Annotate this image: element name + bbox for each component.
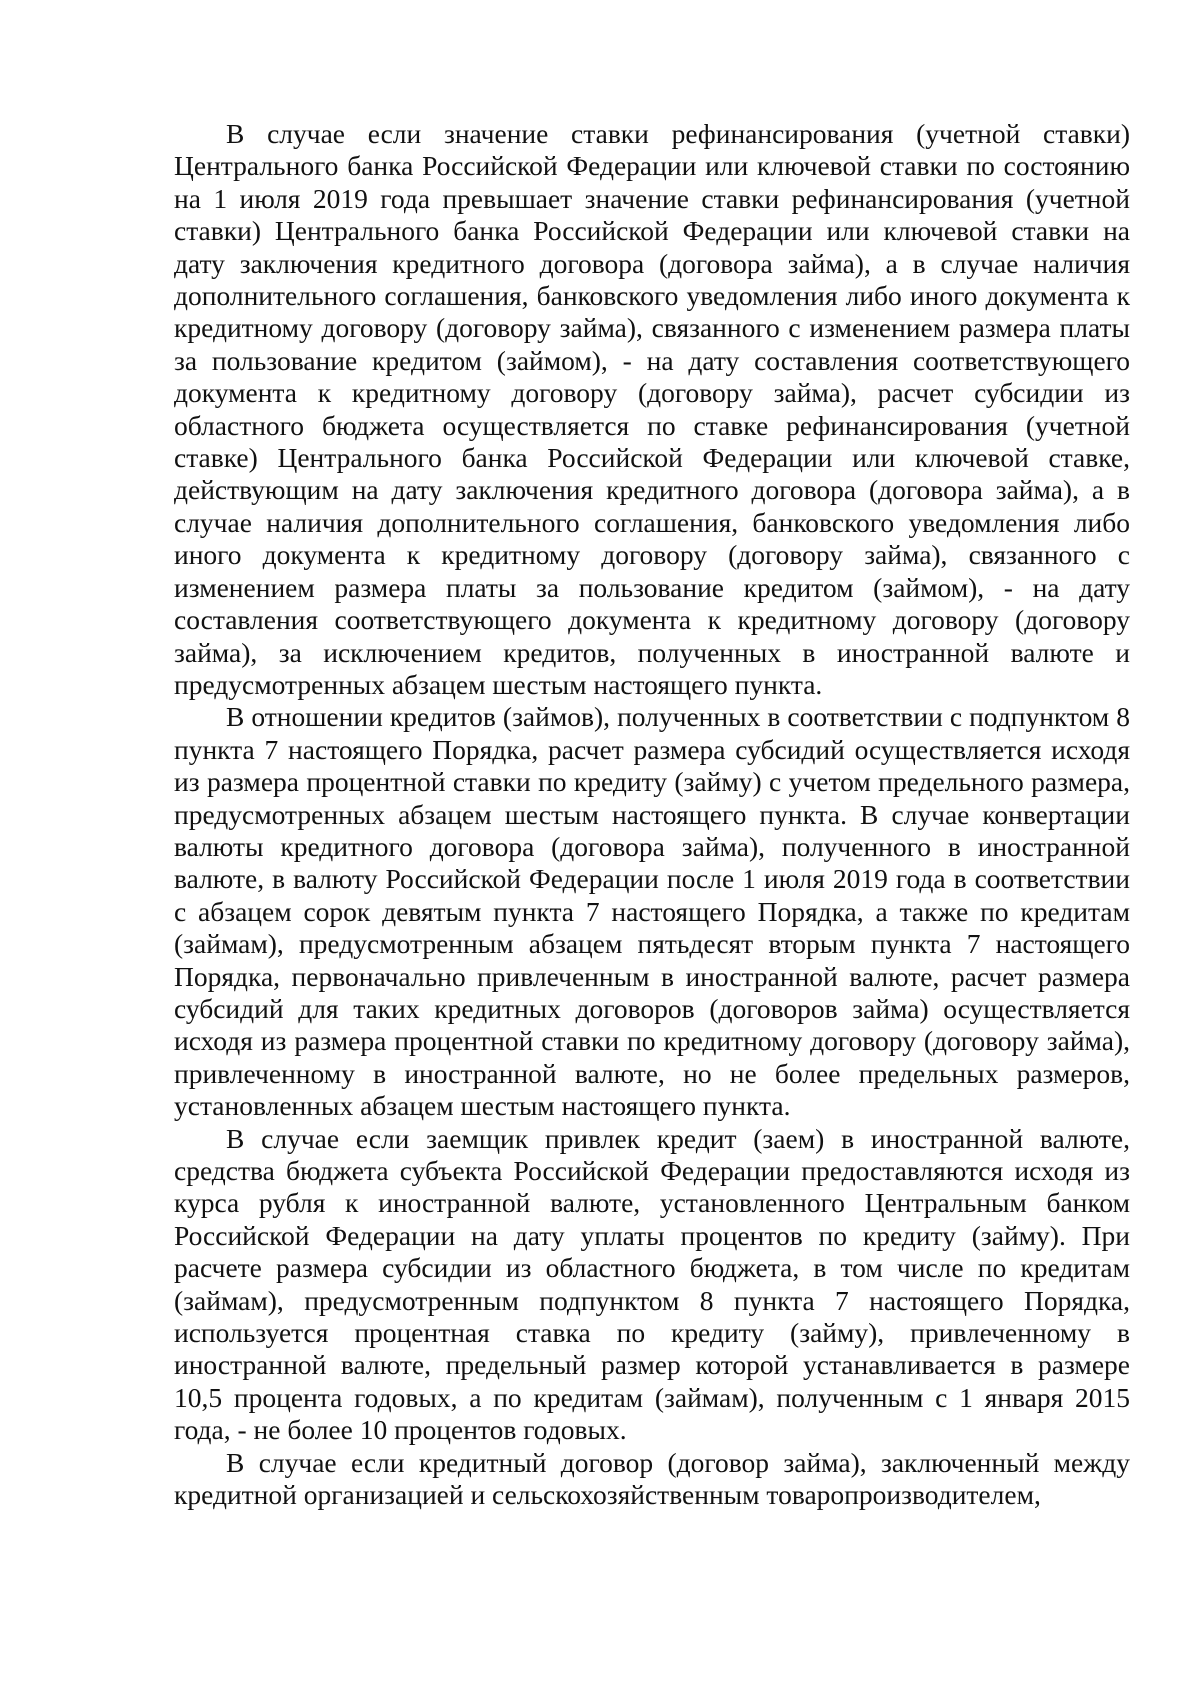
paragraph-refinancing-rate: В случае если значение ставки рефинансирования (учетной ставки) Центрального банка Российской Федерации или ключевой ставки по состоянию на 1 июля 2019 года превышает значение ставки рефинансирования (учетной ставки) Центрального банка Российской Федерации или ключевой ставки на дату заключения кредитного договора (договора займа), а в случае наличия дополнительного соглашения, банковского уведомления либо иного документа к кредитному договору (договору займа), связанного с изменением размера платы за пользование кредитом (займом), - на дату составления соответствующего документа к кредитному договору (договору займа), расчет субсидии из областного бюджета осуществляется по ставке рефинансирования (учетной ставке) Центрального банка Российской Федерации или ключевой ставке, действующим на дату заключения кредитного договора (договора займа), а в случае наличия дополнительного соглашения, банковского уведомления либо иного документа к кредитному договору (договору займа), связанного с изменением размера платы за пользование кредитом (займом), - на дату составления соответствующего документа к кредитному договору (договору займа), за исключением кредитов, полученных в иностранной валюте и предусмотренных абзацем шестым настоящего пункта.	[174, 118, 1130, 700]
paragraph-credit-agreement: В случае если кредитный договор (договор займа), заключенный между кредитной организацией и сельскохозяйственным товаропроизводителем,	[174, 1446, 1130, 1511]
paragraph-foreign-currency-loans: В случае если заемщик привлек кредит (заем) в иностранной валюте, средства бюджета субъекта Российской Федерации предоставляются исходя из курса рубля к иностранной валюте, установленного Центральным банком Российской Федерации на дату уплаты процентов по кредиту (займу). При расчете размера субсидии из областного бюджета, в том числе по кредитам (займам), предусмотренным подпунктом 8 пункта 7 настоящего Порядка, используется процентная ставка по кредиту (займу), привлеченному в иностранной валюте, предельный размер которой устанавливается в размере 10,5 процента годовых, а по кредитам (займам), полученным с 1 января 2015 года, - не более 10 процентов годовых.	[174, 1122, 1130, 1446]
paragraph-subparagraph-8-loans: В отношении кредитов (займов), полученных в соответствии с подпунктом 8 пункта 7 настоящего Порядка, расчет размера субсидий осуществляется исходя из размера процентной ставки по кредиту (займу) с учетом предельного размера, предусмотренных абзацем шестым настоящего пункта. В случае конвертации валюты кредитного договора (договора займа), полученного в иностранной валюте, в валюту Российской Федерации после 1 июля 2019 года в соответствии с абзацем сорок девятым пункта 7 настоящего Порядка, а также по кредитам (займам), предусмотренным абзацем пятьдесят вторым пункта 7 настоящего Порядка, первоначально привлеченным в иностранной валюте, расчет размера субсидий для таких кредитных договоров (договоров займа) осуществляется исходя из размера процентной ставки по кредитному договору (договору займа), привлеченному в иностранной валюте, но не более предельных размеров, установленных абзацем шестым настоящего пункта.	[174, 701, 1130, 1122]
document-body	[174, 118, 1130, 1511]
